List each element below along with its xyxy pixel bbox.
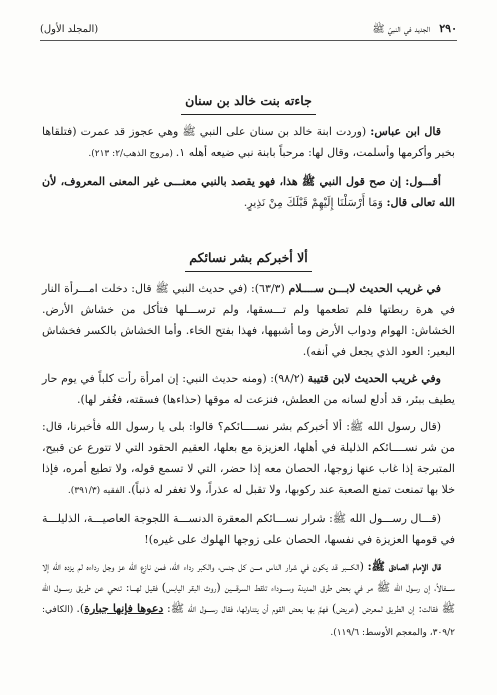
running-head-right [373,22,457,37]
source-citation: الفقيه (٣٩١/٣). [67,486,128,496]
page-number: ٢٩٠ [439,21,457,35]
paragraph: قال الإمام الصادق ﷺ: (الكـــبر قد يكون في شرار الناس مـــن كل جنس، والكبر رداء الله، فمن نازع الله عز وجل رداءه لم يزده الله إلا ســـفالاً، إن رسول الله ﷺ مر في بعض طرق المدينة وســـوداء تلقط السرقـــين (روث البقر اليابس) فقيل لهـــا: تنحي عن طريق رســـول الله ﷺ فقالت: إن الطريق لمعرض (عريض) فهمَّ بها بعض القوم أن يتناولها، فقال رســـول الله ﷺ: دعوها فإنها جبارة). (الكافي: ٣٠٩/٢، والمعجم الأوسط: ١١٩/٦). [42,560,455,638]
running-head [40,20,457,38]
section-heading: جاءته بنت خالد بن سنان [42,90,455,115]
section-heading: ألا أخبركم بشر نسائكم [42,247,455,272]
underlined-quote: دعوها فإنها جبارة [84,602,164,615]
page-body [42,58,455,685]
paragraph: في غريب الحديث لابـــن ســــلام (٦٣/٣): (في حديث النبي ﷺ قال: دخلت امـــرأة النار في هرة ربطتها فلم تطعمها ولم تـــسقها، ولم ترســـلها فتأكل من خشاش الأرض. الخشاش: الهوام ودواب الأرض وما أشبهها، فهذا بفتح الخاء. وأما الخشاش بالكسر فخشاش البعير: العود الذي يجعل في أنفه). [42,282,455,358]
paragraph: (قـــال رســـول الله ﷺ: شرار نســـائكم المعقرة الدنســـة اللجوجة العاصيـــة، الذليلـــة في قومها العزيزة في نفسها، الحصان على زوجها الهلوك على غيره)! [42,512,455,546]
book-title: الجديد في النبيّ ﷺ [372,23,431,35]
paragraph: (قال رسول الله ﷺ: ألا أخبركم بشر نســــائكم؟ قالوا: بلى يا رسول الله فأخبرنا، قال: من شر نســــائكم الذليلة في أهلها، العزيزة مع بعلها، العقيم الحقود التي لا تتورع عن قبيح، المتبرجة إذا غاب عنها زوجها، الحصان معه إذا حضر، التي لا تسمع قوله، ولا تطيع أمره، فإذا خلا بها تمنعت تمنع الصعبة عند ركوبها، ولا تقبل له عذراً، ولا تغفر له ذنباً). الفقيه (٣٩١/٣). [42,420,455,496]
source-citation: (مروج الذهب/٢: ٢١٣). [88,149,176,159]
paragraph: أقـــول: إن صح قول النبي ﷺ هذا، فهو يقصد بالنبي معنـــى غير المعنى المعروف، لأن الله تعالى قال: وَمَا أَرْسَلْنَا إِلَيْهِمْ قَبْلَكَ مِنْ نَذِيرٍ. [42,175,455,209]
quran-verse: وَمَا أَرْسَلْنَا إِلَيْهِمْ قَبْلَكَ مِنْ نَذِيرٍ. [243,196,383,209]
paragraph: قال ابن عباس: (وردت ابنة خالد بن سنان على النبي ﷺ وهي عجوز قد عمرت (فتلقاها بخير وأكرمها وأسلمت، وقال لها: مرحباً بابنة نبي ضيعه أهله ١. (مروج الذهب/٢: ٢١٣). [42,125,455,159]
paragraph: وفي غريب الحديث لابن قتيبة (٩٨/٢): (ومنه حديث النبي: إن امرأة رأت كلباً في يوم حار يطيف ببئر، قد أدلع لسانه من العطش، فنزعت له موقها (حذاءها) فسقته، فغُفر لها). [42,372,455,406]
source-citation: (الكافي: ٣٠٩/٢، والمعجم الأوسط: ١١٩/٦). [42,605,455,638]
header-rule [40,40,457,41]
volume-label: (المجلد الأول) [40,23,99,35]
